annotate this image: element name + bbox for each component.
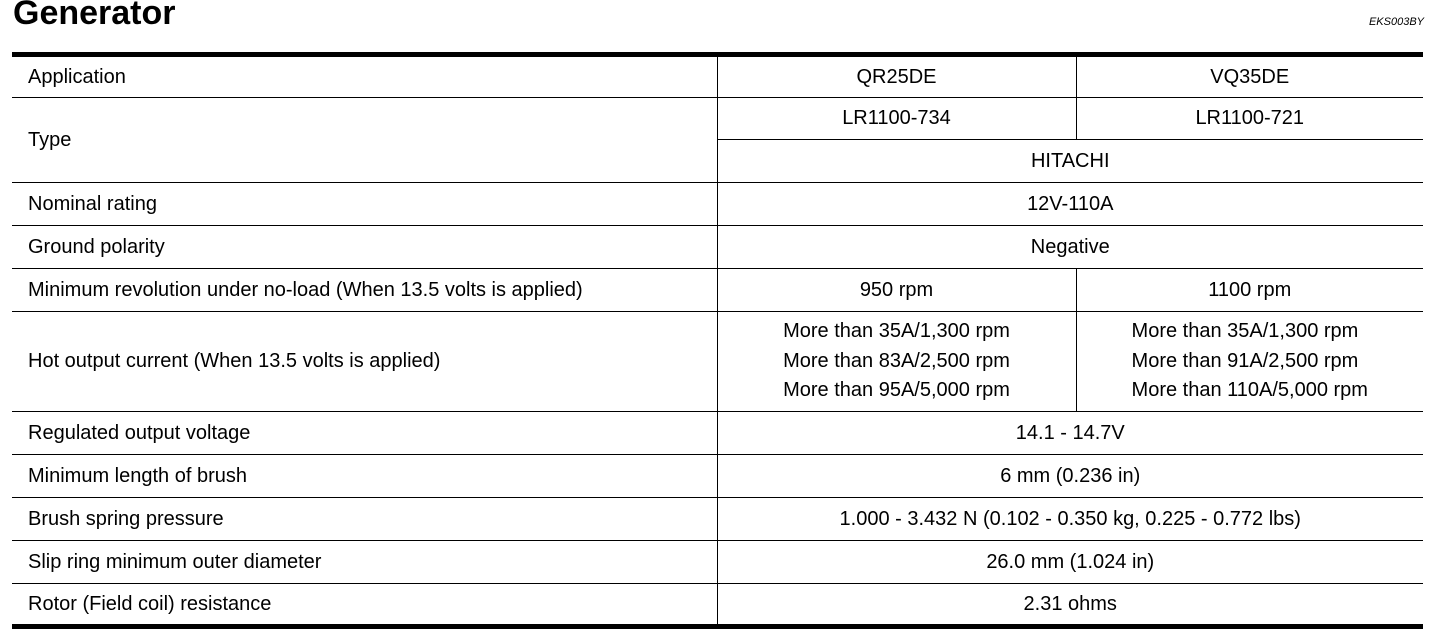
table-row-hot-output (12, 312, 1423, 412)
hot-output-qr25de-line: More than 83A/2,500 rpm (783, 349, 1010, 372)
application-label: Application (12, 55, 717, 98)
hot-output-qr25de-line: More than 95A/5,000 rpm (783, 379, 1010, 402)
slip-ring-label: Slip ring minimum outer diameter (12, 541, 717, 584)
min-revolution-qr25de: 950 rpm (717, 269, 1076, 312)
type-qr25de: LR1100-734 (717, 98, 1076, 140)
rotor-resistance-value: 2.31 ohms (717, 584, 1423, 627)
table-row-application (12, 55, 1423, 98)
type-maker: HITACHI (717, 140, 1423, 183)
table-row-nominal-rating (12, 183, 1423, 226)
hot-output-qr25de-line: More than 35A/1,300 rpm (783, 320, 1010, 343)
page-title: Generator (13, 0, 176, 32)
table-row-rotor-resistance (12, 584, 1423, 627)
table-row-regulated-voltage (12, 412, 1423, 455)
brush-length-label: Minimum length of brush (12, 455, 717, 498)
hot-output-vq35de-line: More than 91A/2,500 rpm (1131, 349, 1359, 372)
document-code: EKS003BY (1368, 16, 1424, 28)
hot-output-vq35de-line: More than 35A/1,300 rpm (1131, 320, 1359, 343)
generator-spec-table (12, 52, 1423, 629)
table-row-ground-polarity (12, 226, 1423, 269)
application-vq35de: VQ35DE (1076, 55, 1423, 98)
ground-polarity-label: Ground polarity (12, 226, 717, 269)
application-qr25de: QR25DE (717, 55, 1076, 98)
min-revolution-vq35de: 1100 rpm (1076, 269, 1423, 312)
type-vq35de: LR1100-721 (1076, 98, 1423, 140)
table-row-min-revolution (12, 269, 1423, 312)
min-revolution-label: Minimum revolution under no-load (When 13.5 volts is applied) (12, 269, 717, 312)
regulated-voltage-label: Regulated output voltage (12, 412, 717, 455)
rotor-resistance-label: Rotor (Field coil) resistance (12, 584, 717, 627)
brush-length-value: 6 mm (0.236 in) (717, 455, 1423, 498)
table-row-slip-ring (12, 541, 1423, 584)
ground-polarity-value: Negative (717, 226, 1423, 269)
nominal-rating-label: Nominal rating (12, 183, 717, 226)
table-row-brush-length (12, 455, 1423, 498)
hot-output-vq35de-line: More than 110A/5,000 rpm (1131, 379, 1368, 402)
hot-output-vq35de (1076, 312, 1423, 412)
table-row-type (12, 98, 1423, 140)
hot-output-label: Hot output current (When 13.5 volts is applied) (12, 312, 717, 412)
table-row-brush-pressure (12, 498, 1423, 541)
hot-output-qr25de (717, 312, 1076, 412)
nominal-rating-value: 12V-110A (717, 183, 1423, 226)
regulated-voltage-value: 14.1 - 14.7V (717, 412, 1423, 455)
slip-ring-value: 26.0 mm (1.024 in) (717, 541, 1423, 584)
brush-pressure-label: Brush spring pressure (12, 498, 717, 541)
type-label: Type (12, 98, 717, 183)
brush-pressure-value: 1.000 - 3.432 N (0.102 - 0.350 kg, 0.225 - 0.772 lbs) (717, 498, 1423, 541)
